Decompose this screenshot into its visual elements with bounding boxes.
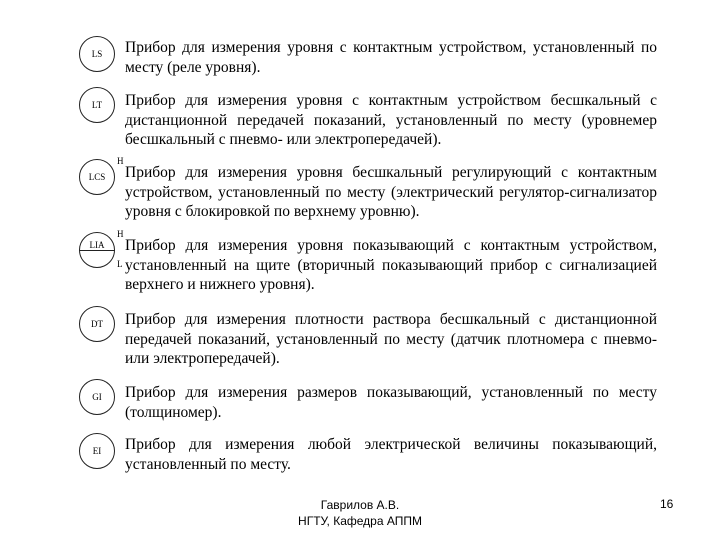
instrument-description: Прибор для измерения уровня бесшкальный регулирующий с контактным устройством, установленный по месту (электрический регулятор-сигнализатор уровня с блокировкой по верхнему уровню). — [125, 164, 657, 220]
footer-author — [240, 497, 480, 529]
instrument-code: EI — [92, 446, 102, 456]
instrument-circle-icon — [79, 306, 115, 342]
instrument-description: Прибор для измерения уровня с контактным устройством бесшкальный с дистанционной передачей показаний, установленный по месту (уровнемер бесшкальный с пневмо- или электропередачей). — [125, 92, 657, 148]
instrument-code: LCS — [88, 172, 106, 182]
instrument-circle-icon — [79, 159, 115, 195]
instrument-circle-panel-icon — [79, 232, 115, 268]
limit-mark-high: H — [117, 229, 124, 239]
page-number: 16 — [660, 497, 674, 511]
instrument-code: GI — [92, 392, 102, 402]
instrument-circle-icon — [79, 36, 115, 72]
instrument-description: Прибор для измерения плотности раствора бесшкальный с дистанционной передачей показаний, установленный по месту (датчик плотномера с пневмо- или электропередачей). — [125, 311, 657, 367]
instrument-symbol — [79, 306, 115, 342]
instrument-code: LT — [91, 100, 103, 110]
footer-department: НГТУ, Кафедра АППМ — [298, 514, 422, 528]
instrument-symbol — [79, 229, 124, 269]
instrument-symbol — [79, 36, 115, 72]
instrument-symbol — [79, 433, 115, 469]
instrument-symbol — [79, 87, 115, 123]
instrument-symbol — [79, 379, 115, 415]
footer-author-name: Гаврилов А.В. — [320, 498, 400, 512]
instrument-description: Прибор для измерения уровня с контактным устройством, установленный по месту (реле уровня). — [125, 39, 657, 76]
instrument-description: Прибор для измерения размеров показывающий, установленный по месту (толщиномер). — [125, 384, 657, 421]
instrument-circle-icon — [79, 379, 115, 415]
instrument-circle-icon — [79, 433, 115, 469]
instrument-symbol — [79, 156, 124, 195]
instrument-code: LS — [91, 49, 103, 59]
limit-mark-high: H — [117, 156, 124, 166]
limit-mark-low: L — [117, 259, 123, 269]
instrument-circle-icon — [79, 87, 115, 123]
instrument-description: Прибор для измерения любой электрической величины показывающий, установленный по месту. — [125, 436, 657, 473]
instrument-description: Прибор для измерения уровня показывающий с контактным устройством, установленный на щите (вторичный показывающий прибор с сигнализацией верхнего и нижнего уровня). — [125, 237, 657, 293]
instrument-code: DT — [91, 319, 103, 329]
instrument-code: LIA — [89, 240, 105, 250]
